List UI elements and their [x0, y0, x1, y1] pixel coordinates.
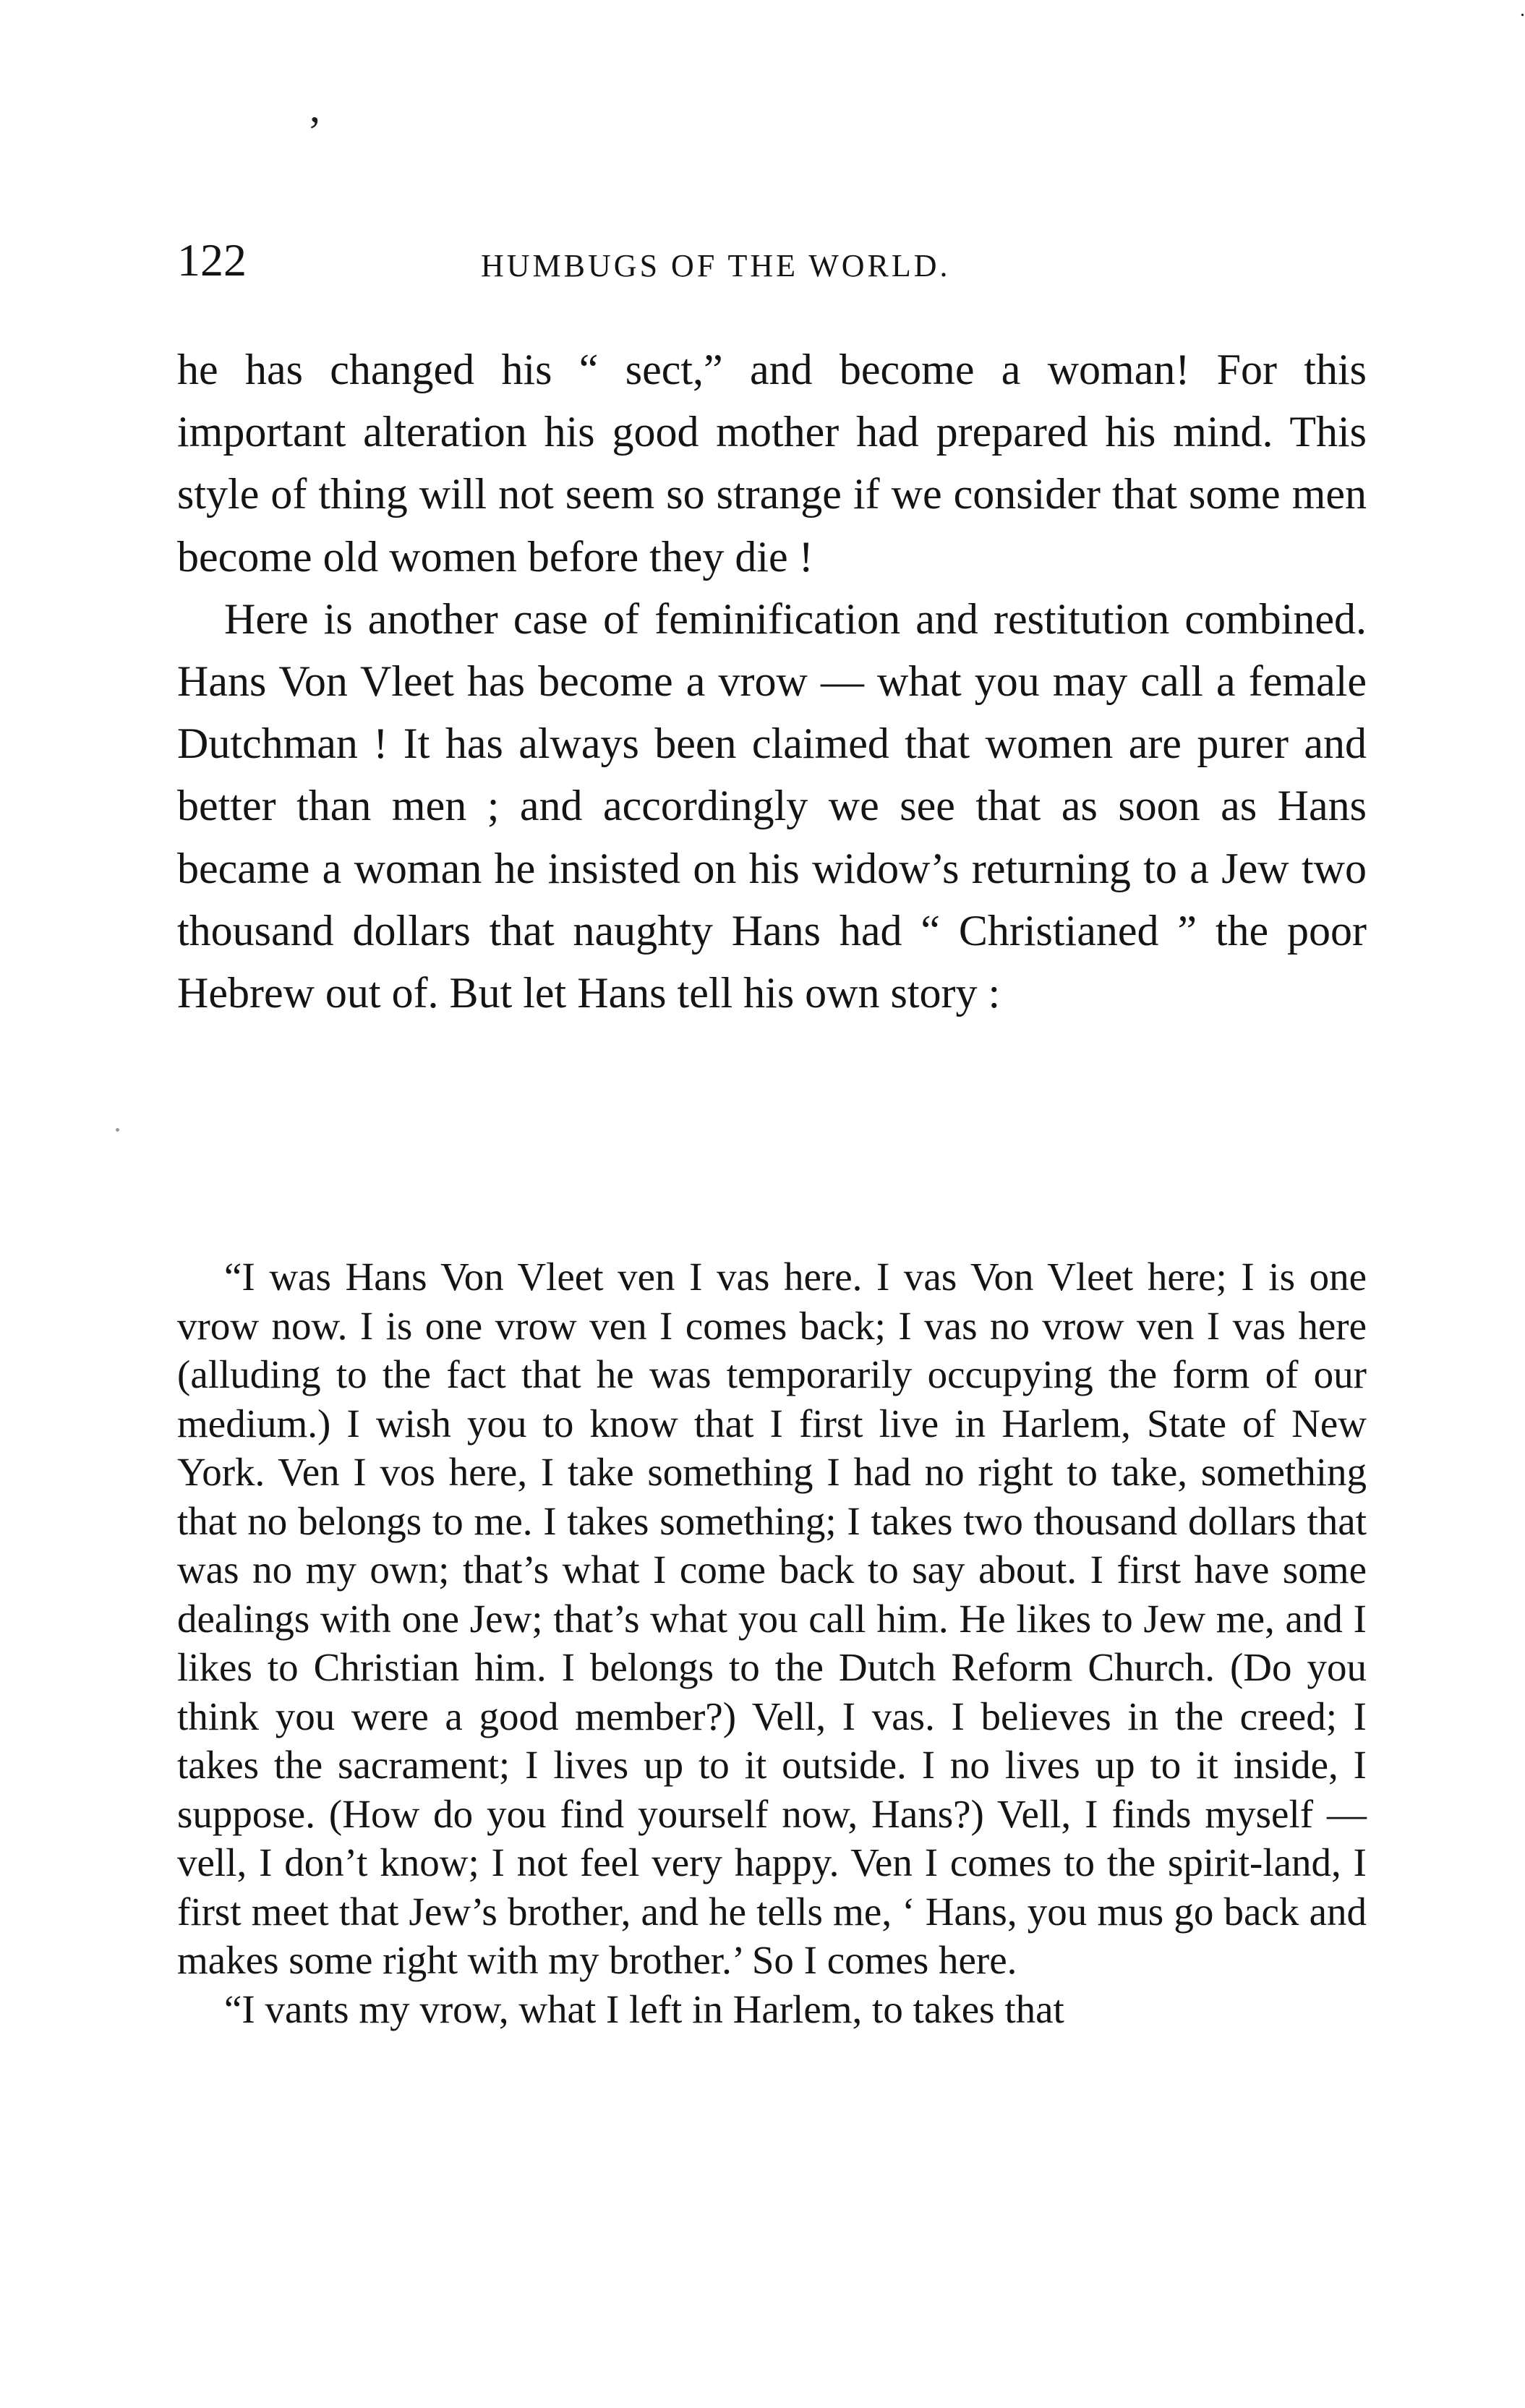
stray-ink-mark: ’: [307, 108, 322, 155]
page-number: 122: [177, 234, 247, 286]
paragraph-2: Here is another case of feminification and restitution combined. Hans Von Vleet has become a vrow — what you may call a female Dutchman ! It has always been claimed that women are purer and better than men ; and accordingly we see that as soon as Hans became a woman he insisted on his widow’s returning to a Jew two thousand dollars that naughty Hans had “ Christianed ” the poor Hebrew out of. But let Hans tell his own story :: [177, 594, 1367, 1017]
running-title: HUMBUGS OF THE WORLD.: [481, 248, 951, 283]
page-header: [177, 231, 1367, 289]
corner-ink-mark: .: [1520, 0, 1525, 21]
paragraph-1: he has changed his “ sect,” and become a woman! For this important alteration his good mother had prepared his mind. This style of thing will not seem so strange if we consider that some men become old women before they die !: [177, 346, 1367, 581]
quoted-testimony: [177, 1252, 1367, 2033]
margin-speck: [116, 1128, 119, 1132]
quote-paragraph-1: “I was Hans Von Vleet ven I vas here. I vas Von Vleet here; I is one vrow now. I is one vrow ven I comes back; I vas no vrow ven I vas here (alluding to the fact that he was temporarily occupying the form of our medium.) I wish you to know that I first live in Harlem, State of New York. Ven I vos here, I take something I had no right to take, something that no belongs to me. I takes something; I takes two thousand dollars that was no my own; that’s what I come back to say about. I first have some dealings with one Jew; that’s what you call him. He likes to Jew me, and I likes to Christian him. I belongs to the Dutch Reform Church. (Do you think you were a good member?) Vell, I vas. I believes in the creed; I takes the sacrament; I lives up to it outside. I no lives up to it inside, I suppose. (How do you find yourself now, Hans?) Vell, I finds myself — vell, I don’t know; I not feel very happy. Ven I comes to the spirit-land, I first meet that Jew’s brother, and he tells me, ‘ Hans, you mus go back and makes some right with my brother.’ So I comes here.: [177, 1255, 1367, 1982]
quote-paragraph-2: “I vants my vrow, what I left in Harlem, to takes that: [224, 1986, 1064, 2031]
body-text: [177, 338, 1367, 1024]
